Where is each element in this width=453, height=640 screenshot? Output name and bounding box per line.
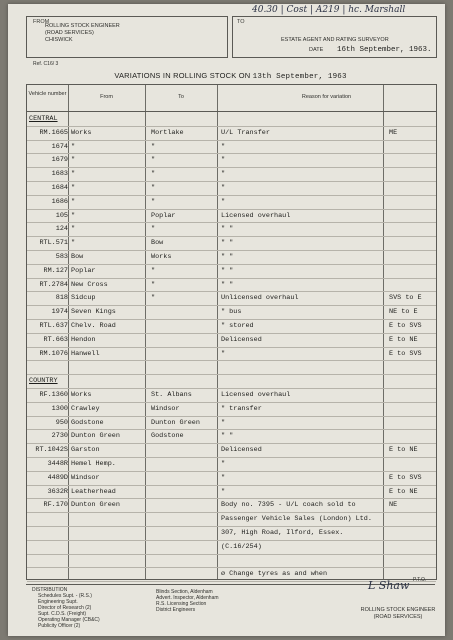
to-cell: " — [151, 170, 156, 179]
vehicle-cell: 4489D — [47, 473, 68, 482]
reason-cell: " " — [221, 253, 234, 261]
to-cell: Dunton Green — [151, 418, 200, 427]
allocation-cell: ME — [389, 128, 398, 137]
to-label: TO — [237, 19, 245, 25]
from-cell: Dunton Green — [71, 432, 120, 441]
table-row — [27, 526, 436, 541]
from-cell: " — [71, 225, 76, 234]
from-cell: Works — [71, 391, 92, 399]
allocation-cell: E to NE — [389, 487, 418, 496]
reason-cell: " stored — [221, 322, 254, 330]
to-recipient: ESTATE AGENT AND RATING SURVEYOR — [281, 37, 389, 43]
from-address — [45, 23, 120, 44]
from-cell: Crawley — [71, 404, 100, 413]
allocation-cell: NE to E — [389, 308, 418, 317]
to-cell: " — [151, 294, 156, 303]
to-cell: Windsor — [151, 404, 180, 413]
from-cell: " — [71, 170, 76, 179]
reason-cell: " " — [221, 280, 234, 289]
title-prefix: VARIATIONS IN ROLLING STOCK ON — [114, 71, 251, 80]
pto-note: P.T.O. — [413, 577, 427, 583]
table-row — [27, 153, 436, 168]
from-cell: Chelv. Road — [71, 322, 116, 330]
from-line: ROLLING STOCK ENGINEER — [45, 23, 120, 29]
table-row — [27, 374, 436, 389]
signature: L Shaw — [368, 579, 410, 592]
from-cell: Hendon — [71, 335, 96, 344]
table-row — [27, 360, 436, 375]
reason-cell: Passenger Vehicle Sales (London) Ltd. — [221, 515, 372, 524]
reason-cell: ø Change tyres as and when — [221, 570, 328, 579]
to-cell: " — [151, 142, 156, 151]
vehicle-cell: RT.1042S — [35, 446, 68, 455]
vehicle-cell: 950 — [55, 418, 68, 427]
table-row — [27, 140, 436, 155]
from-cell: Leatherhead — [71, 487, 116, 496]
distribution-item: Advert. Inspector, Aldenham — [156, 595, 219, 601]
reason-cell: " " — [221, 239, 234, 248]
allocation-cell: E to SVS — [389, 349, 422, 358]
reason-cell: " — [221, 156, 226, 165]
reason-cell: " " — [221, 432, 234, 441]
signatory-line: (ROAD SERVICES) — [373, 614, 423, 620]
vehicle-cell: CENTRAL — [29, 115, 58, 123]
reason-cell: " — [221, 197, 226, 206]
reason-cell: " " — [221, 225, 234, 234]
from-line: (ROAD SERVICES) — [45, 30, 94, 36]
reason-cell: " — [221, 170, 226, 179]
table-row — [27, 112, 436, 127]
allocation-cell: E to NE — [389, 446, 418, 455]
from-cell: Works — [71, 128, 92, 137]
from-cell: " — [71, 156, 76, 165]
distribution-list-2 — [156, 589, 219, 613]
col-header-reason: Reason for variation — [301, 94, 352, 100]
table-row — [27, 167, 436, 182]
to-cell: Poplar — [151, 211, 176, 220]
table-row — [27, 416, 436, 431]
from-cell: " — [71, 211, 76, 220]
to-cell: Mortlake — [151, 128, 184, 137]
reason-cell: Body no. 7395 - U/L coach sold to — [221, 501, 356, 510]
distribution-list — [32, 587, 100, 629]
reason-cell: 307, High Road, Ilford, Essex. — [221, 529, 344, 537]
vehicle-cell: 1683 — [51, 170, 68, 179]
from-cell: Garston — [71, 446, 100, 455]
to-cell: " — [151, 197, 156, 206]
table-row — [27, 540, 436, 555]
table-row — [27, 181, 436, 196]
distribution-item: Supt. C.D.S. (Freight) — [38, 611, 87, 617]
table-row — [27, 264, 436, 279]
distribution-item: Schedules Supt. - (R.S.) — [38, 593, 92, 599]
to-cell: Works — [151, 253, 172, 261]
reason-cell: U/L Transfer — [221, 128, 270, 137]
vehicle-cell: 818 — [55, 294, 68, 303]
reason-cell: Delicensed — [221, 335, 262, 344]
table-row — [27, 471, 436, 486]
signatory-role — [353, 607, 443, 621]
vehicle-cell: 1300 — [51, 404, 68, 413]
table-row — [27, 195, 436, 210]
col-header-from: From — [100, 94, 113, 100]
vehicle-cell: RF.1360 — [39, 391, 68, 399]
table-row — [27, 347, 436, 362]
allocation-cell: E to SVS — [389, 322, 422, 330]
vehicle-cell: RM.1665 — [39, 128, 68, 137]
reason-cell: " — [221, 418, 226, 427]
vehicle-cell: 1684 — [51, 184, 68, 192]
table-row — [27, 443, 436, 458]
from-box — [26, 16, 228, 67]
from-cell: " — [71, 142, 76, 151]
reason-cell: " — [221, 460, 226, 468]
distribution-item: Publicity Officer (2) — [38, 623, 81, 629]
distribution-item: Operating Manager (CB&C) — [38, 617, 100, 623]
vehicle-cell: 124 — [55, 225, 68, 234]
table-row — [27, 457, 436, 472]
allocation-cell: SVS to E — [389, 294, 422, 303]
table-row — [27, 388, 436, 403]
reason-cell: " — [221, 349, 226, 358]
table-row — [27, 222, 436, 237]
vehicle-cell: 1974 — [51, 308, 68, 317]
from-cell: Poplar — [71, 266, 96, 275]
allocation-cell: NE — [389, 501, 398, 510]
table-row — [27, 429, 436, 444]
to-cell: " — [151, 280, 156, 289]
from-cell: Hemel Hemp. — [71, 460, 116, 468]
col-header-vehicle: Vehicle number — [28, 91, 67, 97]
vehicle-cell: 1686 — [51, 197, 68, 206]
title-date: 13th September, 1963 — [252, 73, 347, 81]
from-cell: " — [71, 184, 76, 192]
vehicle-cell: COUNTRY — [29, 377, 58, 386]
from-cell: Godstone — [71, 418, 104, 427]
reason-cell: " — [221, 487, 226, 496]
table-row — [27, 485, 436, 500]
table-row — [27, 305, 436, 320]
from-label: FROM — [33, 19, 50, 25]
to-cell: St. Albans — [151, 391, 192, 399]
table-row — [27, 402, 436, 417]
from-cell: Hanwell — [71, 349, 100, 358]
to-cell: " — [151, 266, 156, 275]
memo-sheet — [8, 4, 445, 636]
vehicle-cell: RM.127 — [43, 266, 68, 275]
to-cell: " — [151, 225, 156, 234]
reason-cell: (C.16/254) — [221, 542, 262, 551]
to-cell: " — [151, 184, 156, 192]
reason-cell: " — [221, 142, 226, 151]
distribution-item: District Engineers — [156, 607, 196, 613]
ref-number: Ref. C16/ 3 — [33, 61, 59, 67]
vehicle-cell: RM.1076 — [39, 349, 68, 358]
vehicle-cell: 105 — [55, 211, 68, 220]
handwritten-annotation: 40.30 | Cost | A219 | hc. Marshall — [252, 5, 406, 15]
vehicle-cell: RT.2784 — [39, 280, 68, 289]
variations-table — [26, 84, 437, 580]
vehicle-cell: 583 — [55, 253, 68, 261]
page-title — [26, 71, 435, 81]
from-cell: Bow — [71, 253, 84, 261]
reason-cell: " transfer — [221, 404, 262, 413]
allocation-cell: E to SVS — [389, 473, 422, 482]
table-row — [27, 236, 436, 251]
date-value: 16th September, 1963. — [337, 46, 432, 54]
vehicle-cell: RF.170 — [43, 501, 68, 510]
from-cell: Dunton Green — [71, 501, 120, 510]
reason-cell: " — [221, 473, 226, 482]
table-row — [27, 319, 436, 334]
col-header-to: To — [178, 94, 184, 100]
from-cell: New Cross — [71, 280, 108, 289]
from-cell: Sidcup — [71, 294, 96, 303]
vehicle-cell: 3632R — [47, 487, 68, 496]
vehicle-cell: RT.663 — [43, 335, 68, 344]
from-cell: Windsor — [71, 473, 100, 482]
vehicle-cell: RTL.637 — [39, 322, 68, 330]
table-row — [27, 209, 436, 224]
allocation-cell: E to NE — [389, 335, 418, 344]
reason-cell: Delicensed — [221, 446, 262, 455]
to-cell: Bow — [151, 239, 164, 248]
table-row — [27, 554, 436, 569]
table-row — [27, 250, 436, 265]
from-line: CHISWICK — [45, 37, 73, 43]
from-cell: " — [71, 239, 76, 248]
reason-cell: Licensed overhaul — [221, 391, 291, 399]
vehicle-cell: 3448R — [47, 460, 68, 468]
vehicle-cell: RTL.571 — [39, 239, 68, 248]
reason-cell: " — [221, 184, 226, 192]
table-row — [27, 498, 436, 513]
table-row — [27, 333, 436, 348]
to-cell: Godstone — [151, 432, 184, 441]
vehicle-cell: 1674 — [51, 142, 68, 151]
from-cell: " — [71, 197, 76, 206]
vehicle-cell: 1679 — [51, 156, 68, 165]
distribution-item: R.S. Licensing Section — [156, 601, 207, 607]
reason-cell: Unlicensed overhaul — [221, 294, 299, 303]
from-cell: Seven Kings — [71, 308, 116, 317]
table-row — [27, 126, 436, 141]
reason-cell: Licensed overhaul — [221, 211, 291, 220]
reason-cell: " bus — [221, 308, 242, 317]
distribution-item: Blinds Section, Aldenham — [156, 589, 213, 595]
table-row — [27, 512, 436, 527]
reason-cell: " " — [221, 266, 234, 275]
to-cell: " — [151, 156, 156, 165]
distribution-item: Engineering Supt. — [38, 599, 78, 605]
table-row — [27, 291, 436, 306]
table-row — [27, 278, 436, 293]
date-label: DATE — [309, 47, 324, 53]
distribution-item: Director of Research (2) — [38, 605, 92, 611]
to-box — [232, 16, 437, 58]
vehicle-cell: 2730 — [51, 432, 68, 441]
signatory-line: ROLLING STOCK ENGINEER — [360, 607, 436, 613]
distribution-label: DISTRIBUTION — [32, 587, 68, 593]
